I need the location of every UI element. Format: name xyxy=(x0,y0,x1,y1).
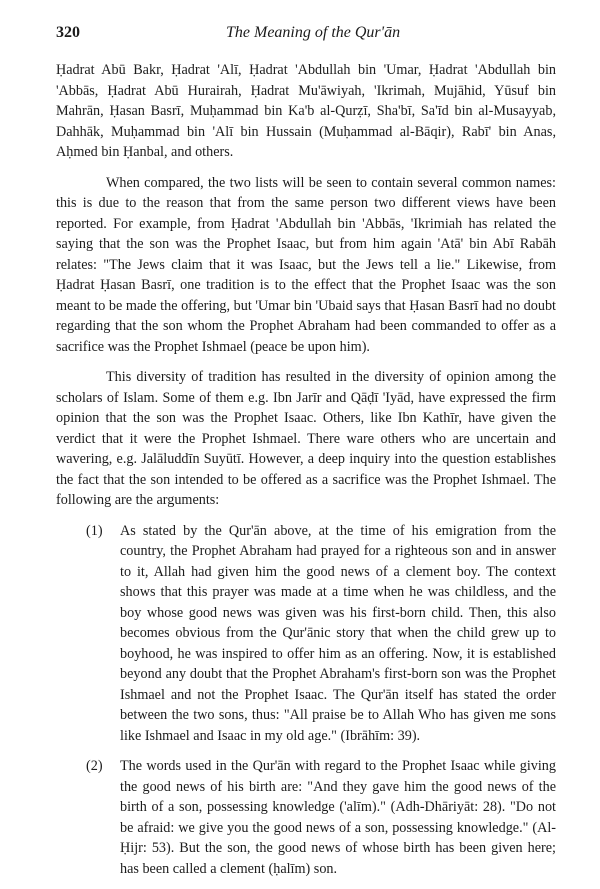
book-page xyxy=(56,22,556,877)
argument-item xyxy=(56,521,556,747)
page-body xyxy=(56,60,556,889)
argument-text: As stated by the Qur'ān above, at the time of his emigration from the country, the Prophet Abraham had prayed for a righteous son and in answer to it, Allah had given him the good news of a clement boy. The context shows that this prayer was made at a time when he was childless, and the boy whose good news was given was his first-born child. Then, this also becomes obvious from the Qur'ānic story that when the child grew up to boyhood, he was inspired to offer him as an offering. Now, it is established beyond any doubt that the Prophet Abraham's first-born son was the Prophet Ishmael and not the Prophet Isaac. The Qur'ān itself has stated the order between the two sons, thus: "All praise be to Allah Who has given me sons like Ishmael and Isaac in my old age." (Ibrāhīm: 39). xyxy=(120,522,556,744)
paragraph-names-list: Ḥadrat Abū Bakr, Ḥadrat 'Alī, Ḥadrat 'Abdullah bin 'Umar, Ḥadrat 'Abdullah bin 'Abbās, Ḥadrat Abū Hurairah, Ḥadrat Mu'āwiyah, 'Ikrimah, Mujāhid, Yūsuf bin Mahrān, Ḥasan Basrī, Muḥammad bin Ka'b al-Qurẓī, Sha'bī, Sa'īd bin al-Musayyab, Dahhāk, Muḥammad bin 'Alī bin Hussain (Muḥammad al-Bāqir), Rabī' bin Anas, Aḥmed bin Ḥanbal, and others. xyxy=(56,62,556,160)
argument-item xyxy=(56,756,556,879)
page-header xyxy=(56,22,556,50)
argument-number: (1) xyxy=(86,522,103,539)
page-number: 320 xyxy=(56,24,80,41)
paragraph-comparison: When compared, the two lists will be seen to contain several common names: this is due to the reason that from the same person two different views have been reported. For example, from Ḥadrat 'Abdullah bin 'Abbās, 'Ikrimiah has related the saying that the son was the Prophet Isaac, but from him again 'Atā' bin Abī Rabāh relates: "The Jews claim that it was Isaac, but the Jews tell a lie." Likewise, from Ḥadrat Ḥasan Basrī, one tradition is to the effect that the Prophet Isaac was the son meant to be made the offering, but 'Umar bin 'Ubaid says that Ḥasan Basrī had no doubt regarding that the son whom the Prophet Abraham had been commanded to offer as a sacrifice was the Prophet Ishmael (peace be upon him). xyxy=(56,174,556,355)
running-title: The Meaning of the Qur'ān xyxy=(226,24,401,41)
paragraph-diversity: This diversity of tradition has resulted in the diversity of opinion among the scholars of Islam. Some of them e.g. Ibn Jarīr and Qāḍī 'Iyād, have expressed the firm opinion that the son was the Prophet Isaac. Others, like Ibn Kathīr, have given the verdict that it were the Prophet Ishmael. There ware others who are uncertain and wavering, e.g. Jalāluddīn Suyūtī. However, a deep inquiry into the question establishes the fact that the son intended to be offered as a sacrifice was the Prophet Ishmael. The following are the arguments: xyxy=(56,369,556,508)
argument-text: The words used in the Qur'ān with regard to the Prophet Isaac while giving the good news of his birth are: "And they gave him the good news of the birth of a son, possessing knowledge ('alīm)." (Adh-Dhāriyāt: 28). "Do not be afraid: we give you the good news of a son, possessing knowledge." (Al-Ḥijr: 53). But the son, the good news of whose birth has been given here; has been called a clement (ḥalīm) son. xyxy=(120,758,556,877)
argument-number: (2) xyxy=(86,758,103,774)
arguments-list xyxy=(56,521,556,880)
